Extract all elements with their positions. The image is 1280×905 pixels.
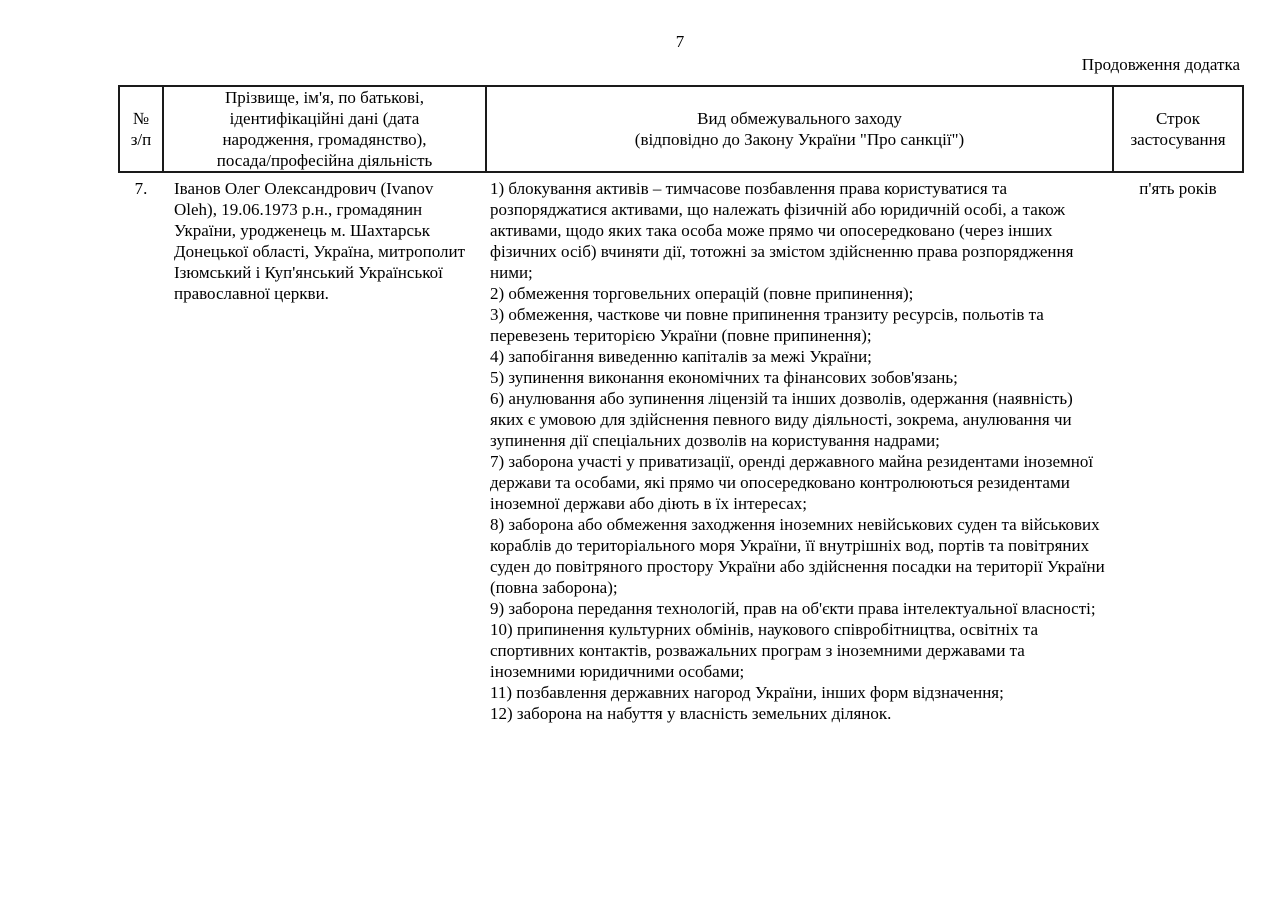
page-number: 7 — [675, 32, 685, 51]
col-header-number — [119, 86, 163, 172]
col-header-term — [1113, 86, 1243, 172]
table-row — [119, 172, 1243, 724]
header-line: Прізвище, ім'я, по батькові, — [224, 88, 425, 107]
header-line: ідентифікаційні дані (дата — [229, 109, 420, 128]
measure-item: 3) обмеження, часткове чи повне припинення транзиту ресурсів, польотів та перевезень територією України (повне припинення); — [490, 305, 1044, 345]
col-header-person — [163, 86, 486, 172]
header-line: з/п — [130, 130, 152, 149]
measure-item: 1) блокування активів – тимчасове позбавлення права користуватися та розпоряджатися активами, що належать фізичній або юридичній особі, а також активами, щодо яких така особа може прямо чи опосередковано (через інших фізичних осіб) вчиняти дії, тотожні за змістом здійсненню права розпорядження ними; — [490, 179, 1074, 282]
measure-item: 10) припинення культурних обмінів, наукового співробітництва, освітніх та спортивних контактів, розважальних програм з іноземними державами та іноземними юридичними особами; — [490, 620, 1039, 681]
measure-item: 11) позбавлення державних нагород України, інших форм відзначення; — [490, 683, 1004, 702]
table-body — [119, 172, 1243, 724]
sanctions-table — [118, 85, 1244, 724]
term-value: п'ять років — [1139, 179, 1217, 198]
measure-item: 9) заборона передання технологій, прав на об'єкти права інтелектуальної власності; — [490, 599, 1096, 618]
measure-item: 7) заборона участі у приватизації, оренді державного майна резидентами іноземної держави та особами, які прямо чи опосередковано контролюються резидентами іноземної держави або діють в їх інтересах; — [490, 452, 1094, 513]
person-details: Іванов Олег Олександрович (Ivanov Oleh), 19.06.1973 р.н., громадянин України, уродженець м. Шахтарськ Донецької області, Україна, митрополит Ізюмський і Куп'янський Української православної церкви. — [174, 179, 466, 303]
row-number: 7. — [134, 179, 148, 198]
header-line: народження, громадянство), — [222, 130, 427, 149]
table-header — [119, 86, 1243, 172]
header-line: (відповідно до Закону України "Про санкції") — [634, 130, 965, 149]
header-line: застосування — [1130, 130, 1226, 149]
measure-item: 4) запобігання виведенню капіталів за межі України; — [490, 347, 872, 366]
measure-item: 2) обмеження торговельних операцій (повне припинення); — [490, 284, 914, 303]
measure-item: 6) анулювання або зупинення ліцензій та інших дозволів, одержання (наявність) яких є умовою для здійснення певного виду діяльності, зокрема, анулювання чи зупинення дії спеціальних дозволів на користування надрами; — [490, 389, 1073, 450]
header-line: Строк — [1155, 109, 1200, 128]
measure-item: 5) зупинення виконання економічних та фінансових зобов'язань; — [490, 368, 958, 387]
header-line: посада/професійна діяльність — [216, 151, 433, 170]
header-row — [119, 86, 1243, 172]
measures-list — [486, 172, 1113, 724]
continuation-label: Продовження додатка — [1081, 55, 1240, 74]
col-header-measure — [486, 86, 1113, 172]
header-line: № — [132, 109, 150, 128]
header-line: Вид обмежувального заходу — [697, 109, 902, 128]
measure-item: 8) заборона або обмеження заходження іноземних невійськових суден та військових кораблів до територіального моря України, її внутрішніх вод, портів та повітряних суден до повітряного простору України або здійснення посадки на території України (повна заборона); — [490, 515, 1105, 597]
measure-item: 12) заборона на набуття у власність земельних ділянок. — [490, 704, 892, 723]
